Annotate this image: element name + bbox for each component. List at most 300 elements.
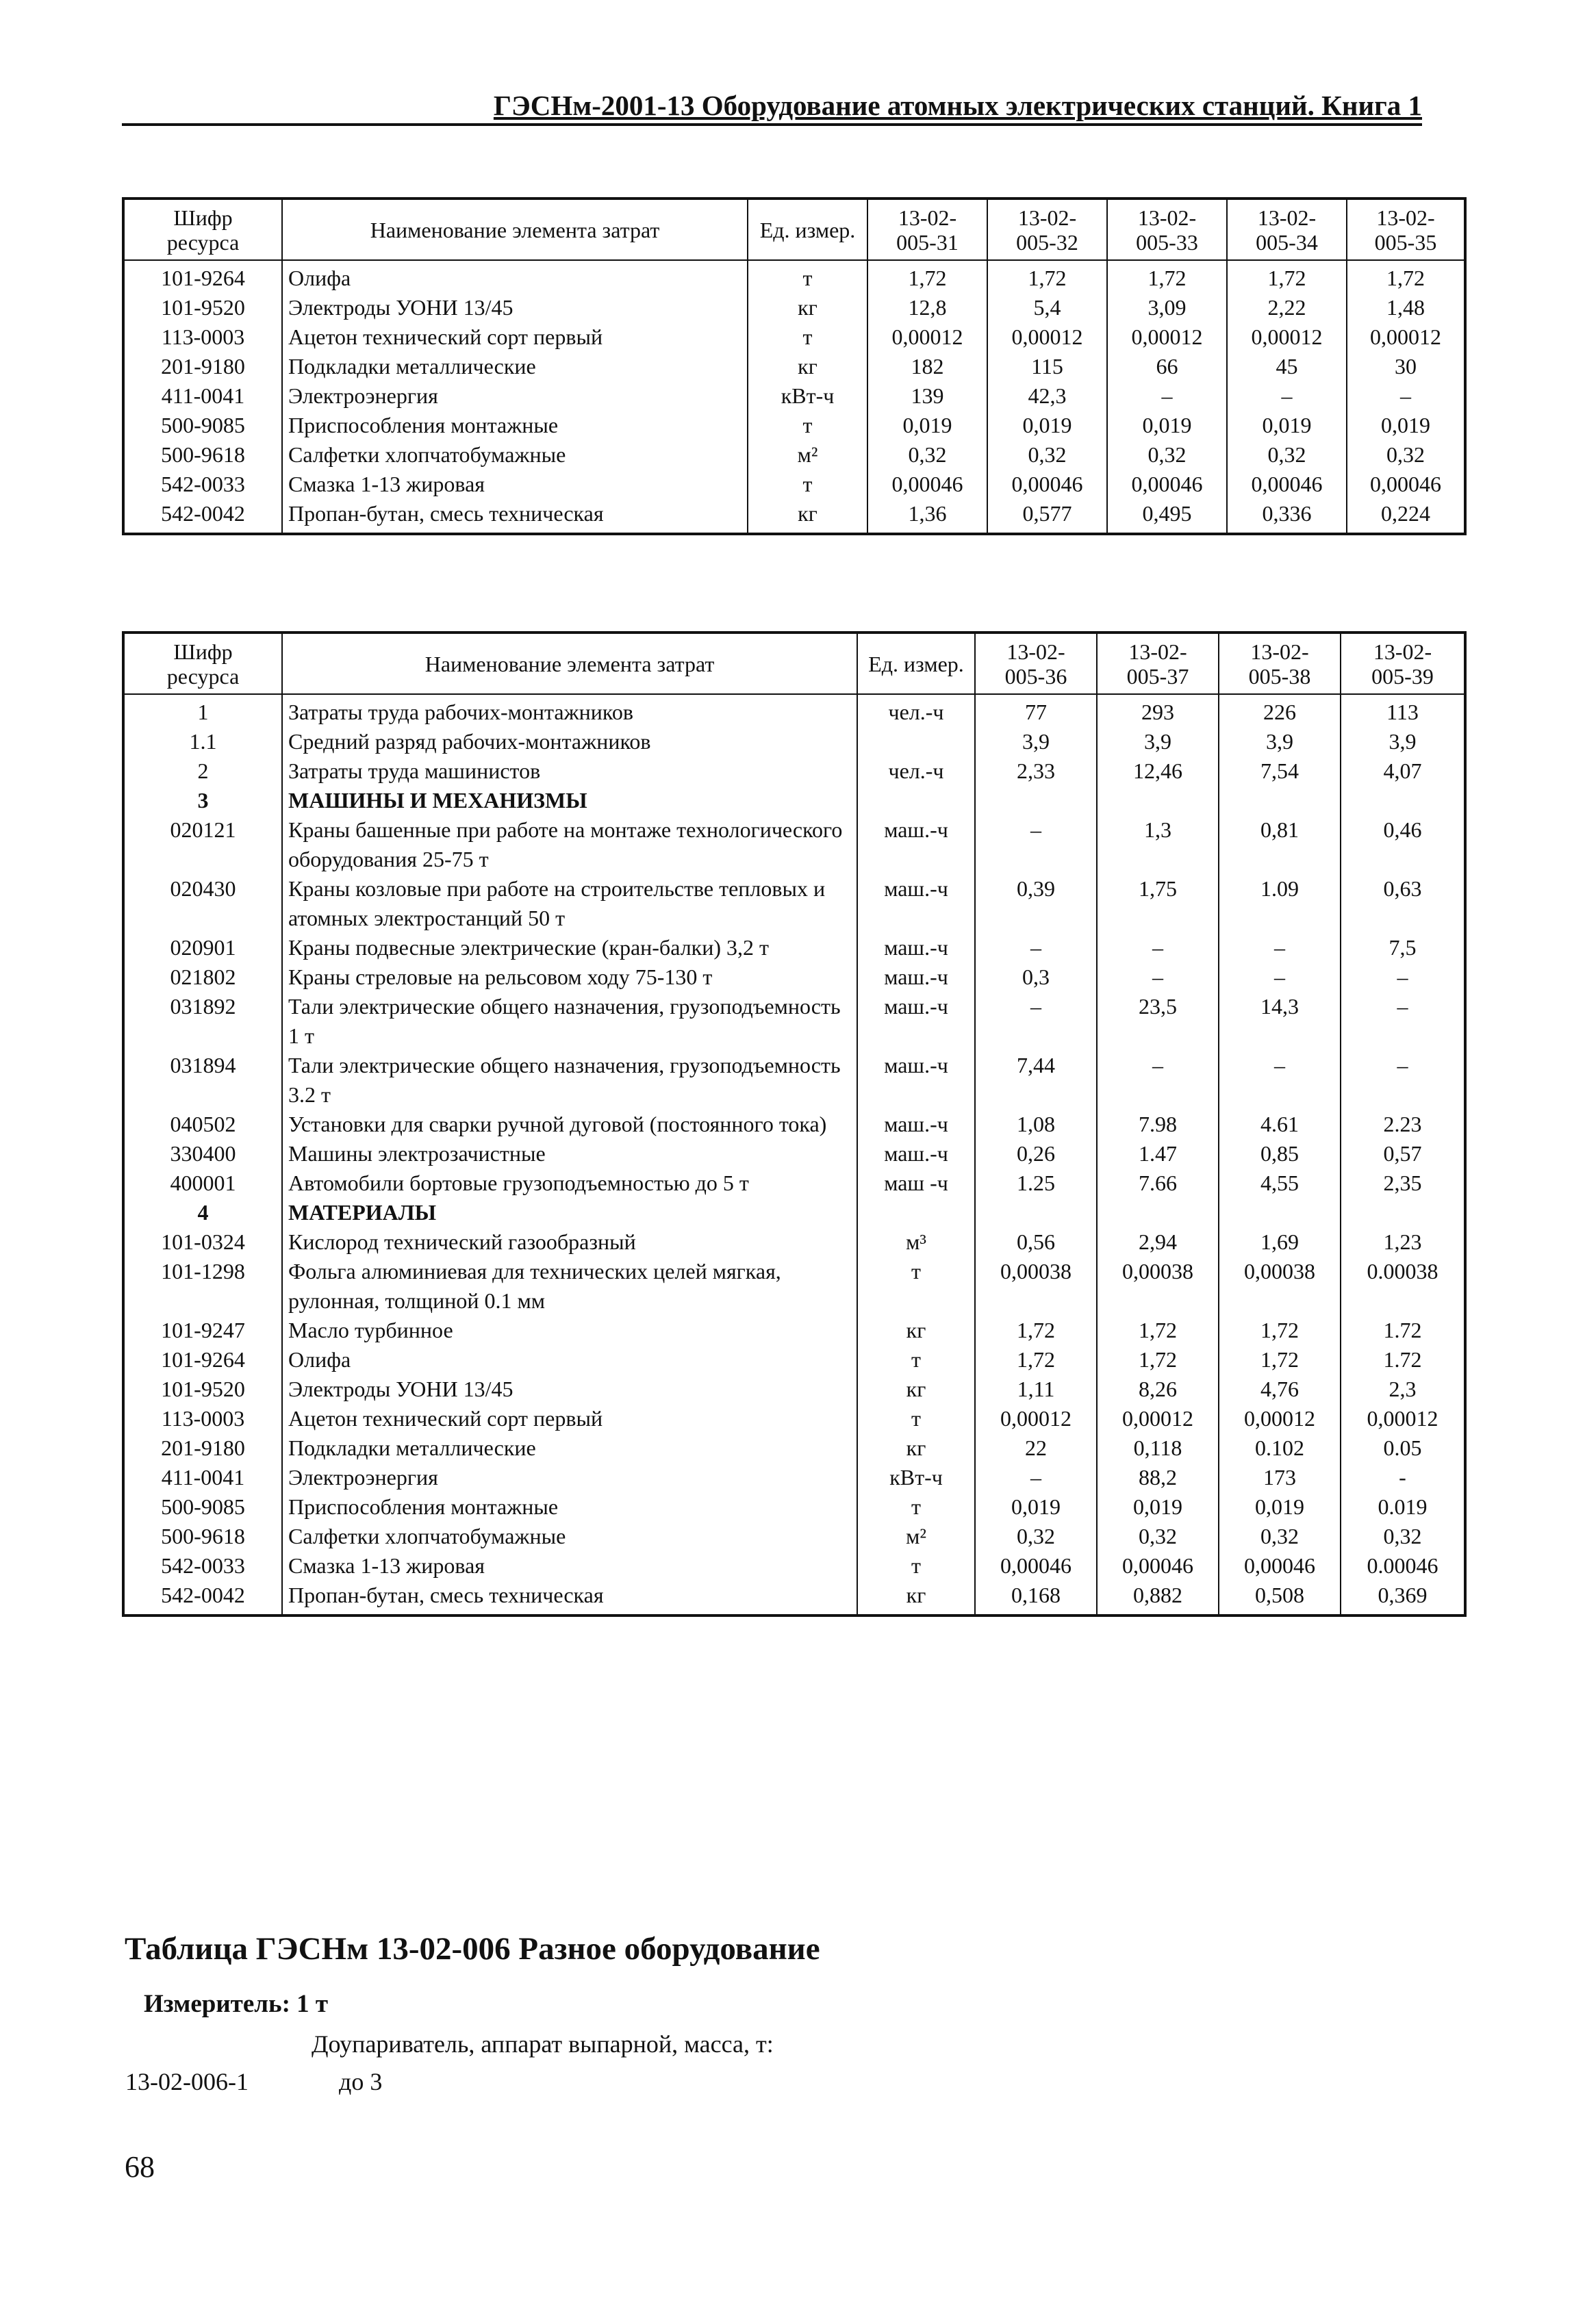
table-row (123, 352, 1465, 381)
item-code: 13-02-006-1 (125, 2068, 249, 2095)
value-cell: 3,9 (1219, 727, 1341, 756)
value-cell: – (1341, 992, 1465, 1051)
value-cell: 23,5 (1097, 992, 1219, 1051)
value-cell: 0,3 (975, 962, 1097, 992)
value-cell: 0,369 (1341, 1581, 1465, 1616)
element-name: Ацетон технический сорт первый (282, 322, 748, 352)
resource-code: 500-9618 (123, 440, 282, 470)
header-cell (282, 199, 748, 260)
element-name: Салфетки хлопчатобумажные (282, 440, 748, 470)
value-cell: 1,23 (1341, 1227, 1465, 1257)
element-name: Средний разряд рабочих-монтажников (282, 727, 857, 756)
table-row (123, 1463, 1465, 1492)
element-name: Автомобили бортовые грузоподъемностью до 5 т (282, 1169, 857, 1198)
resource-code: 542-0042 (123, 1581, 282, 1616)
resource-code: 031894 (123, 1051, 282, 1110)
value-cell: 42,3 (987, 381, 1107, 411)
table-row (123, 1316, 1465, 1345)
section-row (123, 786, 1465, 815)
header-cell (1227, 199, 1347, 260)
resource-code: 2 (123, 756, 282, 786)
value-cell: 0,019 (1097, 1492, 1219, 1522)
value-cell: 182 (867, 352, 987, 381)
table-row (123, 293, 1465, 322)
table-row (123, 1404, 1465, 1433)
table-row (123, 1581, 1465, 1616)
header-line: 005-33 (1136, 229, 1198, 255)
table-row (123, 694, 1465, 727)
element-name: Тали электрические общего назначения, грузоподъемность 3.2 т (282, 1051, 857, 1110)
value-cell: 0,00046 (987, 470, 1107, 499)
element-name: Кислород технический газообразный (282, 1227, 857, 1257)
value-cell: 0,00012 (987, 322, 1107, 352)
table-row (123, 1345, 1465, 1375)
resource-code: 031892 (123, 992, 282, 1051)
header-line: 005-31 (896, 229, 959, 255)
table-row (123, 1257, 1465, 1316)
table-row (123, 470, 1465, 499)
value-cell: 0,81 (1219, 815, 1341, 874)
unit: кг (748, 293, 867, 322)
header-line: 13-02- (898, 205, 957, 230)
header-line: 005-34 (1256, 229, 1318, 255)
element-name: Подкладки металлические (282, 352, 748, 381)
unit: кг (748, 352, 867, 381)
header-cell (1341, 633, 1465, 694)
element-name: Салфетки хлопчатобумажные (282, 1522, 857, 1551)
table-row (123, 381, 1465, 411)
resource-code: 542-0042 (123, 499, 282, 534)
unit: т (748, 322, 867, 352)
header-cell (975, 633, 1097, 694)
unit: м² (748, 440, 867, 470)
resource-code: 201-9180 (123, 1433, 282, 1463)
table-row (123, 962, 1465, 992)
header-line: 13-02- (1376, 205, 1435, 230)
value-cell: 2,35 (1341, 1169, 1465, 1198)
value-cell: 77 (975, 694, 1097, 727)
unit: кВт-ч (857, 1463, 975, 1492)
header-cell (1219, 633, 1341, 694)
value-cell: 1,72 (975, 1316, 1097, 1345)
unit (857, 727, 975, 756)
value-cell: 0,00012 (1097, 1404, 1219, 1433)
value-cell: – (1097, 1051, 1219, 1110)
header-line: 13-02- (1257, 205, 1317, 230)
value-cell: - (1341, 1463, 1465, 1492)
element-name: Смазка 1-13 жировая (282, 1551, 857, 1581)
value-cell (975, 1198, 1097, 1227)
resource-code: 4 (123, 1198, 282, 1227)
value-cell: 7,5 (1341, 933, 1465, 962)
value-cell: – (975, 933, 1097, 962)
element-name: Затраты труда машинистов (282, 756, 857, 786)
value-cell: 0,00046 (1227, 470, 1347, 499)
value-cell: 0,224 (1347, 499, 1465, 534)
section-row (123, 1198, 1465, 1227)
element-name: Олифа (282, 260, 748, 293)
resource-code: 101-9264 (123, 260, 282, 293)
table-row (123, 756, 1465, 786)
value-cell: 0,32 (867, 440, 987, 470)
value-cell: 1.72 (1341, 1316, 1465, 1345)
header-cell (867, 199, 987, 260)
value-cell: 0,32 (1219, 1522, 1341, 1551)
value-cell: 0,00046 (1347, 470, 1465, 499)
resource-code: 411-0041 (123, 1463, 282, 1492)
element-name: Краны башенные при работе на монтаже технологического оборудования 25-75 т (282, 815, 857, 874)
item-line (125, 2067, 383, 2096)
resource-code: 021802 (123, 962, 282, 992)
resource-code: 113-0003 (123, 1404, 282, 1433)
header-cell (1347, 199, 1465, 260)
document-title: ГЭСНм-2001-13 Оборудование атомных электрических станций. Книга 1 (493, 90, 1422, 121)
value-cell: 0,32 (1347, 440, 1465, 470)
value-cell: 2,22 (1227, 293, 1347, 322)
unit: кг (857, 1316, 975, 1345)
resource-code: 542-0033 (123, 1551, 282, 1581)
table-row (123, 992, 1465, 1051)
header-line: 005-32 (1016, 229, 1078, 255)
value-cell: 0,63 (1341, 874, 1465, 933)
unit: маш.-ч (857, 874, 975, 933)
value-cell: 88,2 (1097, 1463, 1219, 1492)
table-row (123, 499, 1465, 534)
value-cell: 0.019 (1341, 1492, 1465, 1522)
value-cell: 0,00038 (1097, 1257, 1219, 1316)
value-cell: – (975, 992, 1097, 1051)
value-cell: 139 (867, 381, 987, 411)
resource-code: 020901 (123, 933, 282, 962)
header-line: Ед. измер. (868, 651, 964, 676)
header-line: Шифр (173, 205, 233, 230)
unit: кг (857, 1433, 975, 1463)
resource-code: 101-9520 (123, 293, 282, 322)
value-cell: 1,72 (1347, 260, 1465, 293)
value-cell: 0,019 (1227, 411, 1347, 440)
table-row (123, 727, 1465, 756)
value-cell: 2.23 (1341, 1110, 1465, 1139)
unit: т (857, 1551, 975, 1581)
value-cell: 115 (987, 352, 1107, 381)
value-cell: 22 (975, 1433, 1097, 1463)
value-cell: – (1219, 933, 1341, 962)
value-cell: – (1341, 962, 1465, 992)
resource-code: 411-0041 (123, 381, 282, 411)
resource-code: 330400 (123, 1139, 282, 1169)
element-name: Смазка 1-13 жировая (282, 470, 748, 499)
header-line: 13-02- (1006, 639, 1065, 664)
header-line: 13-02- (1128, 639, 1187, 664)
value-cell: 1,69 (1219, 1227, 1341, 1257)
value-cell: 1,72 (1097, 1316, 1219, 1345)
table-row (123, 874, 1465, 933)
item-range: до 3 (339, 2068, 383, 2095)
unit: маш.-ч (857, 933, 975, 962)
unit: кВт-ч (748, 381, 867, 411)
unit: маш.-ч (857, 1139, 975, 1169)
value-cell: 1.47 (1097, 1139, 1219, 1169)
element-name: Электроэнергия (282, 1463, 857, 1492)
value-cell: 0,00012 (867, 322, 987, 352)
value-cell: 1.25 (975, 1169, 1097, 1198)
value-cell (1097, 786, 1219, 815)
value-cell: 1,48 (1347, 293, 1465, 322)
value-cell: 3,9 (1341, 727, 1465, 756)
value-cell: – (1097, 962, 1219, 992)
element-name: Подкладки металлические (282, 1433, 857, 1463)
item-description: Доупариватель, аппарат выпарной, масса, т: (312, 2030, 774, 2058)
value-cell: 0,00012 (975, 1404, 1097, 1433)
element-name: Краны подвесные электрические (кран-балки) 3,2 т (282, 933, 857, 962)
value-cell: 0,32 (1097, 1522, 1219, 1551)
unit: маш -ч (857, 1169, 975, 1198)
header-line: 13-02- (1373, 639, 1432, 664)
table-row (123, 1433, 1465, 1463)
value-cell: 0,00038 (1219, 1257, 1341, 1316)
element-name: МАШИНЫ И МЕХАНИЗМЫ (282, 786, 857, 815)
header-line: 005-38 (1248, 663, 1311, 689)
value-cell: 14,3 (1219, 992, 1341, 1051)
value-cell: 0,32 (1227, 440, 1347, 470)
header-line: 13-02- (1250, 639, 1309, 664)
table-row (123, 440, 1465, 470)
resource-code: 3 (123, 786, 282, 815)
resource-code: 020430 (123, 874, 282, 933)
resource-code: 201-9180 (123, 352, 282, 381)
value-cell: 1.09 (1219, 874, 1341, 933)
table-row (123, 1227, 1465, 1257)
element-name: Масло турбинное (282, 1316, 857, 1345)
element-name: Электроэнергия (282, 381, 748, 411)
value-cell: 0,019 (1347, 411, 1465, 440)
value-cell: 1,72 (1219, 1316, 1341, 1345)
value-cell: – (1107, 381, 1227, 411)
header-line: Ед. измер. (759, 217, 856, 242)
value-cell: 7.66 (1097, 1169, 1219, 1198)
unit: т (857, 1257, 975, 1316)
value-cell: 293 (1097, 694, 1219, 727)
value-cell: 1,72 (1107, 260, 1227, 293)
header-line: 005-35 (1374, 229, 1437, 255)
value-cell: 0.00038 (1341, 1257, 1465, 1316)
resource-code: 101-1298 (123, 1257, 282, 1316)
element-name: Фольга алюминиевая для технических целей мягкая, рулонная, толщиной 0.1 мм (282, 1257, 857, 1316)
resource-code: 101-0324 (123, 1227, 282, 1257)
value-cell: – (1219, 962, 1341, 992)
header-cell (857, 633, 975, 694)
value-cell: 3,9 (1097, 727, 1219, 756)
value-cell (1219, 786, 1341, 815)
value-cell: – (975, 815, 1097, 874)
measure-unit: Измеритель: 1 т (144, 1990, 329, 2018)
value-cell: 1,75 (1097, 874, 1219, 933)
resource-code: 101-9264 (123, 1345, 282, 1375)
value-cell: 1,72 (1219, 1345, 1341, 1375)
value-cell: 0,00046 (1219, 1551, 1341, 1581)
table-row (123, 322, 1465, 352)
value-cell: 0.102 (1219, 1433, 1341, 1463)
unit (857, 1198, 975, 1227)
unit: маш.-ч (857, 1110, 975, 1139)
header-line: 13-02- (1137, 205, 1197, 230)
unit: т (857, 1404, 975, 1433)
header-cell (123, 199, 282, 260)
value-cell: 0,85 (1219, 1139, 1341, 1169)
table-row (123, 1492, 1465, 1522)
table-row (123, 1522, 1465, 1551)
element-name: Электроды УОНИ 13/45 (282, 293, 748, 322)
value-cell: 0,00046 (1107, 470, 1227, 499)
value-cell: 0,56 (975, 1227, 1097, 1257)
value-cell: 0,508 (1219, 1581, 1341, 1616)
value-cell: 0,00012 (1341, 1404, 1465, 1433)
value-cell: 30 (1347, 352, 1465, 381)
value-cell: 226 (1219, 694, 1341, 727)
header-cell (282, 633, 857, 694)
value-cell: 2,3 (1341, 1375, 1465, 1404)
value-cell: 0,577 (987, 499, 1107, 534)
resource-code: 1.1 (123, 727, 282, 756)
table-row (123, 815, 1465, 874)
value-cell: 0,00046 (1097, 1551, 1219, 1581)
value-cell: – (1219, 1051, 1341, 1110)
resource-code: 542-0033 (123, 470, 282, 499)
header-cell (987, 199, 1107, 260)
element-name: Электроды УОНИ 13/45 (282, 1375, 857, 1404)
value-cell: 0,26 (975, 1139, 1097, 1169)
unit: чел.-ч (857, 694, 975, 727)
value-cell: 0,019 (867, 411, 987, 440)
resource-code: 1 (123, 694, 282, 727)
value-cell: 0.05 (1341, 1433, 1465, 1463)
resource-code: 400001 (123, 1169, 282, 1198)
unit: т (748, 411, 867, 440)
element-name: Краны стреловые на рельсовом ходу 75-130 т (282, 962, 857, 992)
value-cell: 0,39 (975, 874, 1097, 933)
value-cell: 12,46 (1097, 756, 1219, 786)
element-name: Пропан-бутан, смесь техническая (282, 1581, 857, 1616)
unit (857, 786, 975, 815)
value-cell: 0,32 (1341, 1522, 1465, 1551)
value-cell: 66 (1107, 352, 1227, 381)
value-cell (1341, 1198, 1465, 1227)
element-name: Краны козловые при работе на строительстве тепловых и атомных электростанций 50 т (282, 874, 857, 933)
value-cell: 12,8 (867, 293, 987, 322)
value-cell: 2,94 (1097, 1227, 1219, 1257)
value-cell: 5,4 (987, 293, 1107, 322)
resource-code: 101-9520 (123, 1375, 282, 1404)
unit: кг (857, 1581, 975, 1616)
value-cell: 0,00046 (975, 1551, 1097, 1581)
value-cell: – (1227, 381, 1347, 411)
header-line: Наименование элемента затрат (370, 217, 660, 242)
header-cell (748, 199, 867, 260)
resource-code: 020121 (123, 815, 282, 874)
header-line: 005-39 (1371, 663, 1434, 689)
table-row (123, 1551, 1465, 1581)
element-name: Тали электрические общего назначения, грузоподъемность 1 т (282, 992, 857, 1051)
unit: маш.-ч (857, 962, 975, 992)
header-line: 005-36 (1004, 663, 1067, 689)
resource-code: 113-0003 (123, 322, 282, 352)
unit: маш.-ч (857, 1051, 975, 1110)
element-name: Приспособления монтажные (282, 411, 748, 440)
value-cell: 1.72 (1341, 1345, 1465, 1375)
value-cell: 0,882 (1097, 1581, 1219, 1616)
value-cell: 0.00046 (1341, 1551, 1465, 1581)
element-name: Олифа (282, 1345, 857, 1375)
table-row (123, 933, 1465, 962)
page-header (122, 88, 1422, 126)
unit: м³ (857, 1227, 975, 1257)
value-cell: 1,72 (975, 1345, 1097, 1375)
header-line: Шифр (173, 639, 233, 664)
value-cell: 0,57 (1341, 1139, 1465, 1169)
value-cell: 0,00038 (975, 1257, 1097, 1316)
value-cell: 2,33 (975, 756, 1097, 786)
value-cell: 7,44 (975, 1051, 1097, 1110)
value-cell (975, 786, 1097, 815)
value-cell: 1,72 (1227, 260, 1347, 293)
value-cell: 1,36 (867, 499, 987, 534)
header-line: 13-02- (1017, 205, 1077, 230)
value-cell (1341, 786, 1465, 815)
element-name: Пропан-бутан, смесь техническая (282, 499, 748, 534)
value-cell: 0,32 (1107, 440, 1227, 470)
header-line: ресурса (166, 229, 240, 255)
resource-code: 101-9247 (123, 1316, 282, 1345)
value-cell: 3,09 (1107, 293, 1227, 322)
value-cell: 4,07 (1341, 756, 1465, 786)
value-cell: 0,019 (1107, 411, 1227, 440)
unit: м² (857, 1522, 975, 1551)
resources-table-005-36-39 (122, 631, 1467, 1617)
element-name: МАТЕРИАЛЫ (282, 1198, 857, 1227)
value-cell: – (1347, 381, 1465, 411)
value-cell: 4,76 (1219, 1375, 1341, 1404)
unit: кг (748, 499, 867, 534)
element-name: Машины электрозачистные (282, 1139, 857, 1169)
page-number: 68 (125, 2150, 155, 2184)
value-cell: 0,00046 (867, 470, 987, 499)
value-cell: 0,168 (975, 1581, 1097, 1616)
value-cell: 7.98 (1097, 1110, 1219, 1139)
value-cell: 0,32 (987, 440, 1107, 470)
value-cell: 0,00012 (1107, 322, 1227, 352)
table-row (123, 1051, 1465, 1110)
value-cell: 113 (1341, 694, 1465, 727)
resource-code: 500-9085 (123, 411, 282, 440)
resource-code: 500-9618 (123, 1522, 282, 1551)
value-cell: 1,08 (975, 1110, 1097, 1139)
value-cell: 1,72 (1097, 1345, 1219, 1375)
value-cell: 0,00012 (1227, 322, 1347, 352)
value-cell: 0,019 (987, 411, 1107, 440)
value-cell: 4,55 (1219, 1169, 1341, 1198)
value-cell: 0,019 (1219, 1492, 1341, 1522)
value-cell: 1,11 (975, 1375, 1097, 1404)
resource-code: 040502 (123, 1110, 282, 1139)
unit: кг (857, 1375, 975, 1404)
unit: т (748, 260, 867, 293)
header-line: ресурса (166, 663, 240, 689)
resource-code: 500-9085 (123, 1492, 282, 1522)
value-cell: – (1341, 1051, 1465, 1110)
value-cell: 8,26 (1097, 1375, 1219, 1404)
value-cell: 1,72 (867, 260, 987, 293)
header-cell (1097, 633, 1219, 694)
